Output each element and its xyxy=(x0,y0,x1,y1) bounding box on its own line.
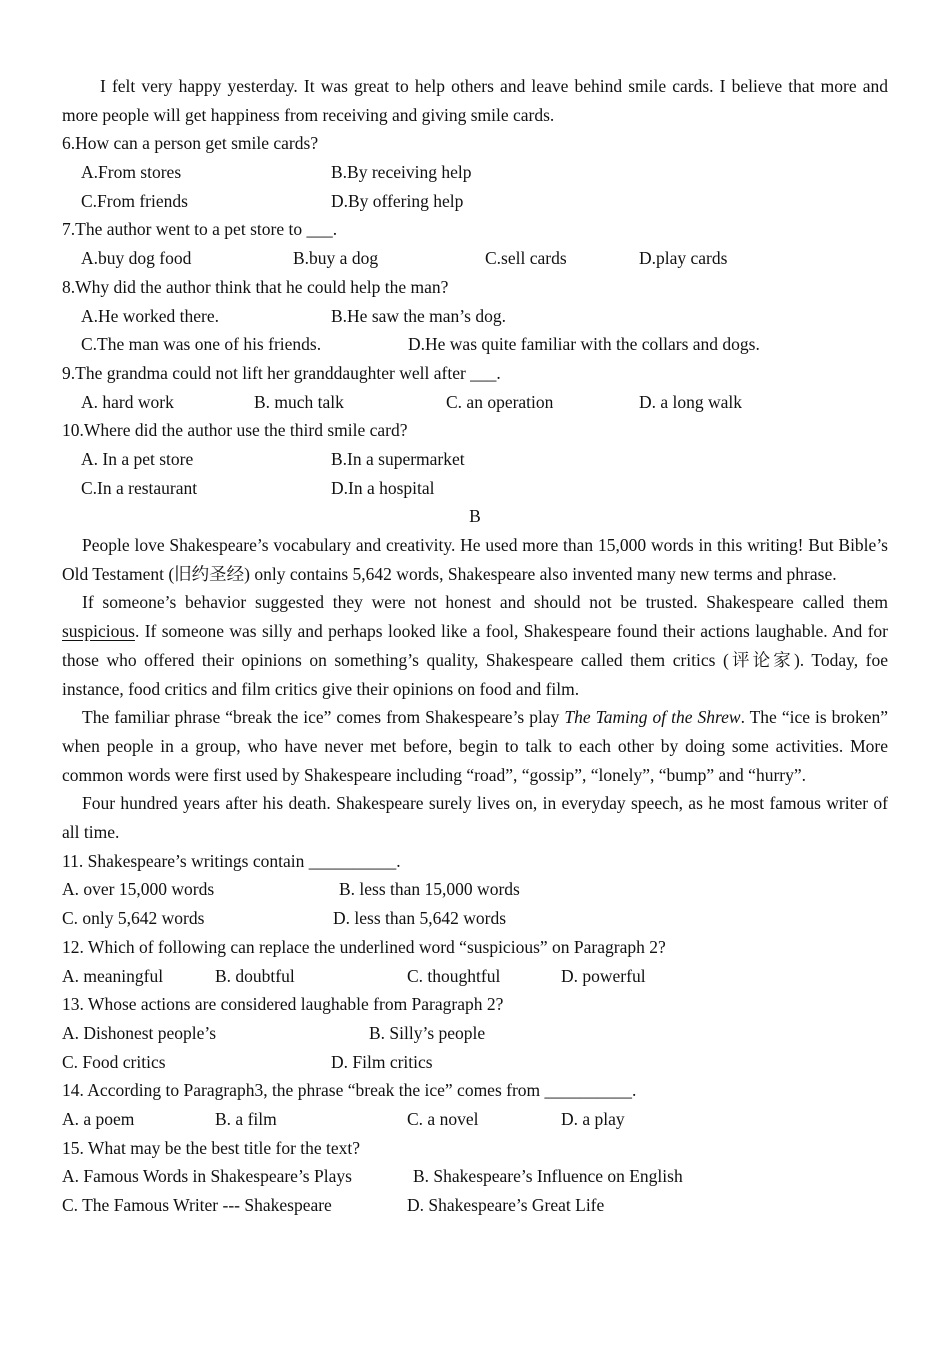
question-12-stem: 12. Which of following can replace the underlined word “suspicious” on Paragraph 2? xyxy=(62,936,666,957)
q10-option-c[interactable]: C.In a restaurant xyxy=(81,477,198,498)
passage-b-paragraph-4: Four hundred years after his death. Shakespeare surely lives on, in everyday speech, as he most famous writer of all time. xyxy=(62,793,888,843)
q12-option-a[interactable]: A. meaningful xyxy=(62,965,164,986)
q11-option-d[interactable]: D. less than 5,642 words xyxy=(333,908,507,929)
q14-option-c[interactable]: C. a novel xyxy=(407,1108,479,1129)
question-11-options-row2 xyxy=(62,904,888,933)
play-title: The Taming of the Shrew xyxy=(564,707,741,728)
question-14-options xyxy=(62,1105,888,1134)
q12-option-c[interactable]: C. thoughtful xyxy=(407,965,501,986)
question-13-options-row1 xyxy=(62,1019,888,1048)
question-11-options-row1 xyxy=(62,875,888,904)
exam-page xyxy=(62,72,888,1220)
question-12-options xyxy=(62,962,888,991)
question-10-options-row1 xyxy=(62,445,888,474)
q10-option-d[interactable]: D.In a hospital xyxy=(331,477,435,498)
question-6-options-row2 xyxy=(62,187,888,216)
q8-option-c[interactable]: C.The man was one of his friends. xyxy=(81,334,322,355)
question-15-options-row1 xyxy=(62,1162,888,1191)
q7-option-d[interactable]: D.play cards xyxy=(639,248,728,269)
question-6-options-row1 xyxy=(62,158,888,187)
p2-text-before: If someone’s behavior suggested they were not honest and should not be trusted. Shakespeare called them xyxy=(82,592,888,613)
question-15-stem: 15. What may be the best title for the text? xyxy=(62,1137,361,1158)
question-7-stem: 7.The author went to a pet store to ___. xyxy=(62,219,338,240)
q8-option-b[interactable]: B.He saw the man’s dog. xyxy=(331,305,506,326)
question-10-stem: 10.Where did the author use the third smile card? xyxy=(62,420,408,441)
q10-option-b[interactable]: B.In a supermarket xyxy=(331,448,465,469)
passage-b-paragraph-3 xyxy=(62,703,888,789)
q7-option-c[interactable]: C.sell cards xyxy=(485,248,567,269)
q12-option-d[interactable]: D. powerful xyxy=(561,965,646,986)
p3-text-after: . The “ice is broken” when people in a group, who have never met before, begin to talk to each other by doing some activities. More common words were first used by Shakespeare including “road”, “gossip”, “lonely”, “bump” and “hurry”. xyxy=(62,707,888,785)
question-14-stem: 14. According to Paragraph3, the phrase “break the ice” comes from __________. xyxy=(62,1080,637,1101)
passage-b-paragraph-2 xyxy=(62,588,888,703)
q15-option-a[interactable]: A. Famous Words in Shakespeare’s Plays xyxy=(62,1166,352,1187)
question-11-stem: 11. Shakespeare’s writings contain __________. xyxy=(62,850,401,871)
q14-option-b[interactable]: B. a film xyxy=(215,1108,277,1129)
question-9-options xyxy=(62,388,888,417)
q6-option-a[interactable]: A.From stores xyxy=(81,162,182,183)
question-7-options xyxy=(62,244,888,273)
question-9-stem: 9.The grandma could not lift her granddaughter well after ___. xyxy=(62,362,501,383)
question-13-stem: 13. Whose actions are considered laughable from Paragraph 2? xyxy=(62,994,504,1015)
underlined-word-suspicious: suspicious xyxy=(62,621,135,642)
q10-option-a[interactable]: A. In a pet store xyxy=(81,448,194,469)
q13-option-b[interactable]: B. Silly’s people xyxy=(369,1022,486,1043)
question-8-options-row2 xyxy=(62,330,888,359)
q14-option-d[interactable]: D. a play xyxy=(561,1108,625,1129)
q6-option-b[interactable]: B.By receiving help xyxy=(331,162,472,183)
question-8-options-row1 xyxy=(62,302,888,331)
question-10-options-row2 xyxy=(62,474,888,503)
q7-option-b[interactable]: B.buy a dog xyxy=(293,248,379,269)
q6-option-d[interactable]: D.By offering help xyxy=(331,190,464,211)
q15-option-d[interactable]: D. Shakespeare’s Great Life xyxy=(407,1195,605,1216)
q13-option-d[interactable]: D. Film critics xyxy=(331,1051,433,1072)
question-6-stem: 6.How can a person get smile cards? xyxy=(62,133,319,154)
section-b-heading: B xyxy=(469,506,481,527)
p2-text-after: . If someone was silly and perhaps looked like a fool, Shakespeare found their actions laughable. And for those who offered their opinions on something’s quality, Shakespeare called them critics (评论家). Today, foe instance, food critics and film critics give their opinions on food and film. xyxy=(62,621,888,699)
q11-option-b[interactable]: B. less than 15,000 words xyxy=(339,879,520,900)
q12-option-b[interactable]: B. doubtful xyxy=(215,965,295,986)
q13-option-a[interactable]: A. Dishonest people’s xyxy=(62,1022,217,1043)
passage-a-conclusion: I felt very happy yesterday. It was great to help others and leave behind smile cards. I believe that more and more people will get happiness from receiving and giving smile cards. xyxy=(62,76,888,125)
question-13-options-row2 xyxy=(62,1048,888,1077)
q6-option-c[interactable]: C.From friends xyxy=(81,190,188,211)
q9-option-c[interactable]: C. an operation xyxy=(446,391,554,412)
q15-option-c[interactable]: C. The Famous Writer --- Shakespeare xyxy=(62,1195,332,1216)
q9-option-a[interactable]: A. hard work xyxy=(81,391,174,412)
q8-option-d[interactable]: D.He was quite familiar with the collars and dogs. xyxy=(408,334,760,355)
q9-option-b[interactable]: B. much talk xyxy=(254,391,344,412)
q7-option-a[interactable]: A.buy dog food xyxy=(81,248,192,269)
question-15-options-row2 xyxy=(62,1191,888,1220)
p3-text-before: The familiar phrase “break the ice” comes from Shakespeare’s play xyxy=(82,707,565,728)
q11-option-a[interactable]: A. over 15,000 words xyxy=(62,879,215,900)
q13-option-c[interactable]: C. Food critics xyxy=(62,1051,166,1072)
q15-option-b[interactable]: B. Shakespeare’s Influence on English xyxy=(413,1166,683,1187)
q8-option-a[interactable]: A.He worked there. xyxy=(81,305,220,326)
passage-b-paragraph-1: People love Shakespeare’s vocabulary and creativity. He used more than 15,000 words in this writing! But Bible’s Old Testament (旧约圣经) only contains 5,642 words, Shakespeare also invented many new terms and phrase. xyxy=(62,535,888,584)
q9-option-d[interactable]: D. a long walk xyxy=(639,391,743,412)
question-8-stem: 8.Why did the author think that he could help the man? xyxy=(62,276,449,297)
q14-option-a[interactable]: A. a poem xyxy=(62,1108,135,1129)
q11-option-c[interactable]: C. only 5,642 words xyxy=(62,908,205,929)
